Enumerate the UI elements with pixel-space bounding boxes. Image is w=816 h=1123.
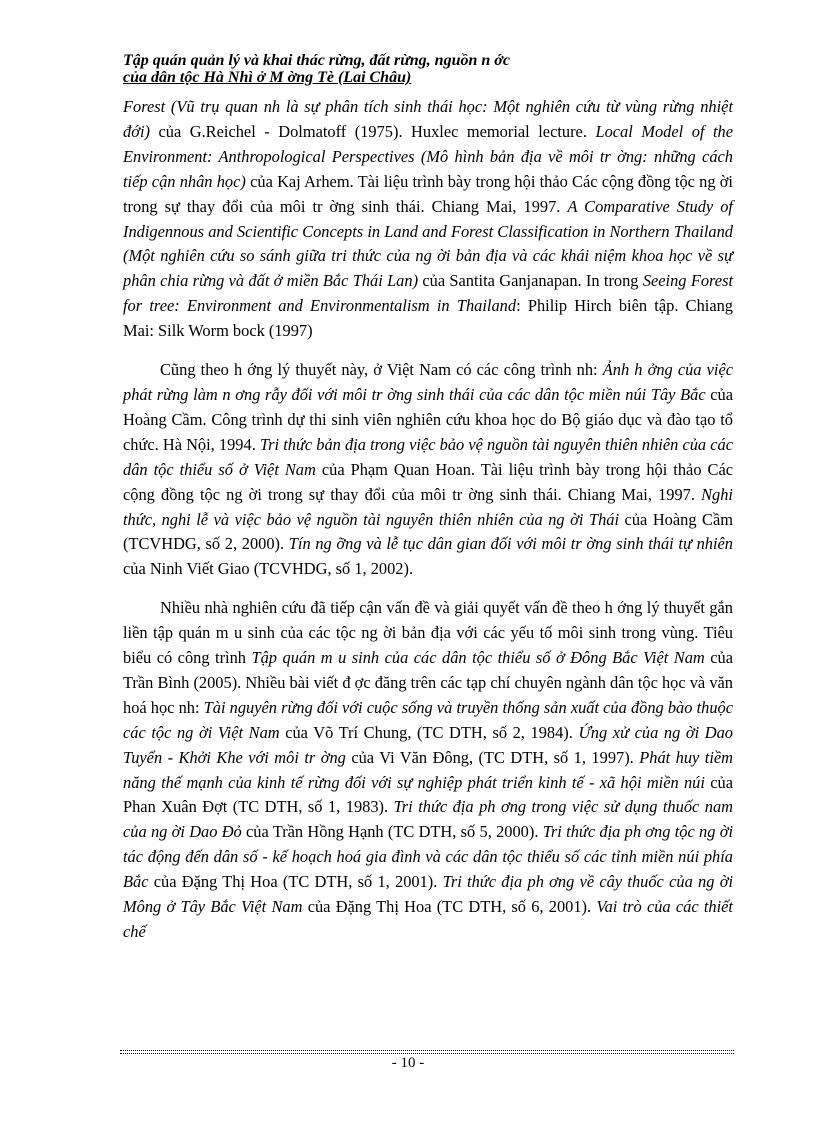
work-title: Phát huy tiềm năng thế mạnh của kinh tế rừng đối với sự nghiệp phát triển kinh tế - xã hội miền núi: [123, 747, 733, 792]
footer-divider: [120, 1050, 734, 1051]
paragraph-continued: [123, 95, 733, 344]
header-title-line-1: Tập quán quản lý và khai thác rừng, đất rừng, nguồn n ớc: [123, 52, 510, 69]
citation-text: của Vi Văn Đông, (TC DTH, số 1, 1997).: [345, 747, 640, 767]
citation-text: của Kaj Arhem. Tài liệu trình bày trong hội thảo Các cộng đồng tộc ng ời trong sự thay đổi của môi tr ờng sinh thái. Chiang Mai, 1997.: [123, 171, 733, 216]
footer-divider: [120, 1053, 734, 1054]
citation-text: của Santita Ganjanapan. In trong: [418, 271, 643, 291]
citation-text: : Philip Hirch biên tập. Chiang Mai: Silk Worm bock (1997): [123, 296, 734, 341]
citation-text: của Phan Xuân Đợt (TC DTH, số 1, 1983).: [123, 772, 733, 817]
work-title: A Comparative Study of Indigennous and Scientific Concepts in Land and Forest Classification in Northern Thailand (Một nghiên cứu so sánh giữa tri thức của ng ời bản địa và các khái niệm khoa học về sự phân chia rừng và đất ở miền Bắc Thái Lan): [123, 196, 733, 291]
citation-text: của G.Reichel - Dolmatoff (1975). Huxlec memorial lecture.: [149, 121, 596, 141]
paragraph: [123, 596, 733, 945]
body-sentence: Cũng theo h ớng lý thuyết này, ở Việt Nam có các công trình nh:: [160, 360, 603, 380]
work-title: Forest (Vũ trụ quan nh là sự phân tích sinh thái học: Một nghiên cứu từ vùng rừng nhiệt đới): [123, 97, 733, 141]
citation-text: của Võ Trí Chung, (TC DTH, số 2, 1984).: [279, 722, 579, 742]
citation-text: của Phạm Quan Hoan. Tài liệu trình bày trong hội thảo Các cộng đồng tộc ng ời trong sự thay đổi của môi tr ờng sinh thái. Chiang Mai, 1997.: [123, 459, 733, 504]
work-title: Local Model of the Environment: Anthropological Perspectives (Mô hình bản địa về môi tr ờng: những cách tiếp cận nhân học): [123, 121, 733, 191]
work-title: Nghi thức, nghi lễ và việc bảo vệ nguồn tài nguyên thiên nhiên của ng ời Thái: [123, 484, 733, 529]
running-header: [123, 52, 723, 86]
paragraph: [123, 358, 733, 582]
work-title: Tài nguyên rừng đối với cuộc sống và truyền thống sản xuất của đồng bào thuộc các tộc ng ời Việt Nam: [123, 697, 733, 742]
header-title-line-2: của dân tộc Hà Nhì ở M ờng Tè (Lai Châu): [123, 69, 412, 86]
citation-text: của Ninh Viết Giao (TCVHDG, số 1, 2002).: [123, 559, 414, 579]
citation-text: của Hoàng Cầm. Công trình dự thi sinh viên nghiên cứu khoa học do Bộ giáo dục và đào tạo tổ chức. Hà Nội, 1994.: [123, 384, 734, 454]
work-title: Tri thức bản địa trong việc bảo vệ nguồn tài nguyên thiên nhiên của các dân tộc thiểu số ở Việt Nam: [123, 434, 733, 479]
work-title: Tri thức địa ph ơng tộc ng ời tác động đến dân số - kế hoạch hoá gia đình và các dân tộc thiểu số các tỉnh miền núi phía Bắc: [123, 822, 733, 892]
page-number: - 10 -: [391, 1055, 425, 1071]
work-title: Seeing Forest for tree: Environment and Environmentalism in Thailand: [123, 271, 733, 316]
citation-text: của Trần Bình (2005). Nhiều bài viết đ ợc đăng trên các tạp chí chuyên ngành dân tộc học và văn hoá học nh:: [123, 648, 733, 717]
work-title: Tín ng ỡng và lễ tục dân gian đối với môi tr ờng sinh thái tự nhiên: [288, 534, 733, 554]
citation-text: của Trần Hồng Hạnh (TC DTH, số 5, 2000).: [241, 822, 543, 842]
citation-text: của Đặng Thị Hoa (TC DTH, số 1, 2001).: [148, 872, 443, 892]
work-title: Ứng xử của ng ời Dao Tuyển - Khởi Khe với môi tr ờng: [123, 722, 734, 767]
work-title: Ảnh h ởng của việc phát rừng làm n ơng rẫy đối với môi tr ờng sinh thái của các dân tộc miền núi Tây Bắc: [123, 360, 733, 404]
work-title: Tri thức địa ph ơng về cây thuốc của ng ời Mông ở Tây Bắc Việt Nam: [123, 872, 733, 917]
work-title: Vai trò của các thiết chế: [123, 897, 733, 941]
citation-text: của Hoàng Cầm (TCVHDG, số 2, 2000).: [123, 509, 733, 554]
body-sentence: Nhiều nhà nghiên cứu đã tiếp cận vấn đề và giải quyết vấn đề theo h ớng lý thuyết gắn liền tập quán m u sinh của các tộc ng ời bản địa với các yếu tố môi sinh trong vùng. Tiêu biểu có công trình: [123, 598, 733, 668]
work-title: Tri thức địa ph ơng trong việc sử dụng thuốc nam của ng ời Dao Đỏ: [123, 797, 733, 842]
citation-text: của Đặng Thị Hoa (TC DTH, số 6, 2001).: [302, 897, 597, 917]
document-body: [123, 95, 733, 945]
work-title: Tập quán m u sinh của các dân tộc thiểu số ở Đông Bắc Việt Nam: [251, 648, 705, 668]
